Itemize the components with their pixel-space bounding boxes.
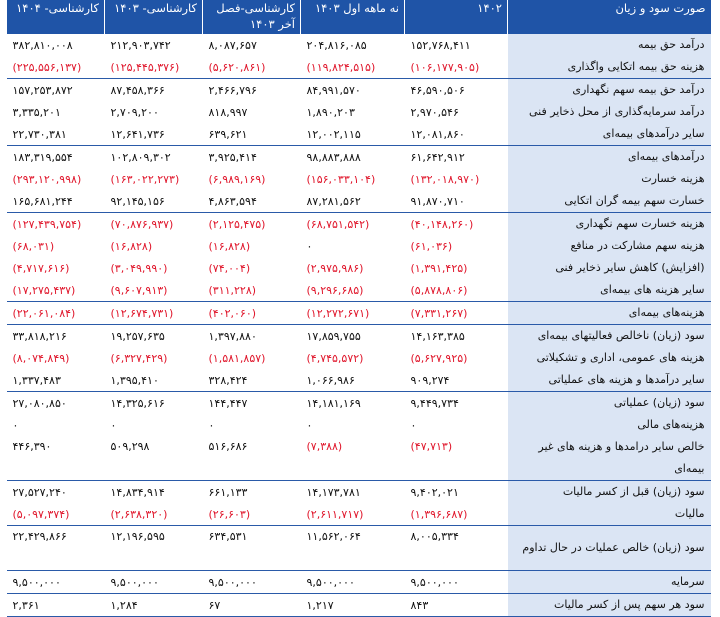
value-cell: ۱,۲۱۷ — [301, 594, 405, 617]
value-cell: (۷۴,۰۰۴) — [208, 261, 251, 275]
value-cell: ۹۸,۸۸۳,۸۸۸ — [301, 146, 405, 169]
table-row — [7, 56, 711, 79]
value-cell: ۸۱۸,۹۹۷ — [208, 105, 248, 119]
row-label: درآمد سرمایه‌گذاری از محل ذخایر فنی — [508, 101, 711, 123]
value-cell: (۶,۳۲۷,۴۲۹) — [110, 351, 168, 365]
value-cell: ۹۱,۸۷۰,۷۱۰ — [410, 194, 465, 208]
value-cell: ۱۴,۱۷۳,۷۸۱ — [301, 481, 405, 504]
table-row — [7, 257, 711, 279]
value-cell: (۲۲۵,۵۵۶,۱۳۷) — [12, 60, 82, 74]
row-label: هزینه خسارت سهم نگهداری — [508, 213, 711, 236]
value-cell: ۹,۴۰۲,۰۲۱ — [405, 481, 508, 504]
row-label: سود (زیان) ناخالص فعالیتهای بیمه‌ای — [508, 325, 711, 348]
row-label: سایر درآمدها و هزینه های عملیاتی — [508, 369, 711, 392]
value-cell: ۸۴,۹۹۱,۵۷۰ — [301, 79, 405, 102]
value-cell: ۸,۰۰۵,۳۳۴ — [405, 526, 508, 571]
header-forecast-1403: کارشناسی- ۱۴۰۳ — [105, 0, 203, 34]
row-label: درآمدهای بیمه‌ای — [508, 146, 711, 169]
row-label: سرمایه — [508, 571, 711, 594]
value-cell: ۲۲,۴۲۹,۸۶۶ — [7, 526, 105, 571]
value-cell: (۲,۱۲۵,۴۷۵) — [203, 213, 301, 236]
value-cell: ۹۲,۱۴۵,۱۵۶ — [110, 194, 165, 208]
value-cell: (۴۷,۷۱۳) — [410, 440, 453, 453]
value-cell: ۱۷,۸۵۹,۷۵۵ — [301, 325, 405, 348]
row-label: (افزایش) کاهش سایر ذخایر فنی — [508, 257, 711, 279]
table-row — [7, 101, 711, 123]
value-cell: ۲۷,۰۸۰,۸۵۰ — [7, 392, 105, 415]
value-cell: ۱۹,۲۵۷,۶۳۵ — [105, 325, 203, 348]
value-cell: ۸۷,۴۵۸,۳۶۶ — [105, 79, 203, 102]
value-cell: ۱,۲۸۴ — [105, 594, 203, 617]
value-cell: ۱۱,۵۶۲,۰۶۴ — [301, 526, 405, 571]
value-cell: (۷۰,۸۷۶,۹۳۷) — [105, 213, 203, 236]
value-cell: ۱,۸۹۰,۲۰۳ — [306, 105, 355, 119]
row-label: سایر هزینه های بیمه‌ای — [508, 279, 711, 302]
value-cell: (۲,۶۱۱,۷۱۷) — [306, 507, 364, 521]
table-row — [7, 168, 711, 190]
value-cell: ۹,۵۰۰,۰۰۰ — [7, 571, 105, 594]
value-cell: (۷,۳۳۱,۲۶۷) — [405, 302, 508, 325]
value-cell: ۱۶۵,۶۸۱,۲۴۴ — [12, 194, 73, 208]
value-cell: ۹,۵۰۰,۰۰۰ — [405, 571, 508, 594]
value-cell: ۱۰۲,۸۰۹,۳۰۲ — [105, 146, 203, 169]
value-cell: ۳,۹۲۵,۴۱۴ — [203, 146, 301, 169]
table-row — [7, 392, 711, 415]
row-label: مالیات — [508, 503, 711, 526]
table-row — [7, 503, 711, 526]
value-cell: ۳۸۲,۸۱۰,۰۰۸ — [12, 38, 73, 52]
value-cell: ۲۷,۵۲۷,۲۴۰ — [7, 481, 105, 504]
value-cell: ۱۲,۱۹۶,۵۹۵ — [105, 526, 203, 571]
value-cell: ۱۲,۰۰۲,۱۱۵ — [306, 127, 361, 141]
value-cell: (۵,۸۷۸,۸۰۶) — [410, 283, 468, 297]
value-cell: (۴۰,۱۴۸,۲۶۰) — [405, 213, 508, 236]
table-row — [7, 571, 711, 594]
value-cell: ۵۱۶,۶۸۶ — [208, 440, 248, 453]
value-cell: (۶۸,۷۵۱,۵۴۲) — [301, 213, 405, 236]
value-cell: ۱۴,۱۸۱,۱۶۹ — [301, 392, 405, 415]
table-row — [7, 594, 711, 617]
row-label: سود (زیان) قبل از کسر مالیات — [508, 481, 711, 504]
value-cell: (۴۰۲,۰۶۰) — [203, 302, 301, 325]
table-row — [7, 481, 711, 504]
value-cell: ۰ — [110, 418, 117, 432]
value-cell: ۹,۵۰۰,۰۰۰ — [301, 571, 405, 594]
value-cell: ۱۲,۰۸۱,۸۶۰ — [410, 127, 465, 141]
value-cell: ۱۸۳,۳۱۹,۵۵۴ — [7, 146, 105, 169]
value-cell: ۱,۳۹۷,۸۸۰ — [203, 325, 301, 348]
value-cell: ۴۶,۵۹۰,۵۰۶ — [405, 79, 508, 102]
value-cell: (۱۷,۲۷۵,۴۳۷) — [12, 283, 76, 297]
value-cell: (۱۶,۸۲۸) — [208, 239, 251, 253]
value-cell: (۱۳۲,۰۱۸,۹۷۰) — [410, 172, 480, 186]
value-cell: ۰ — [12, 418, 19, 432]
value-cell: ۲,۹۷۰,۵۴۶ — [410, 105, 459, 119]
row-label: سود (زیان) خالص عملیات در حال تداوم — [508, 526, 711, 571]
table-row — [7, 279, 711, 302]
value-cell: ۲۱۲,۹۰۳,۷۴۲ — [110, 38, 171, 52]
row-label: هزینه‌های مالی — [508, 414, 711, 436]
value-cell: (۵,۶۲۰,۸۶۱) — [208, 60, 266, 74]
value-cell: (۱۲۷,۴۳۹,۷۵۴) — [7, 213, 105, 236]
value-cell: ۲,۷۰۹,۲۰۰ — [110, 105, 159, 119]
value-cell: (۱,۳۹۱,۴۲۵) — [410, 261, 468, 275]
value-cell: ۰ — [306, 239, 313, 253]
header-1402: ۱۴۰۲ — [405, 0, 508, 34]
table-row — [7, 123, 711, 146]
value-cell: ۹,۴۴۹,۷۳۴ — [405, 392, 508, 415]
row-label: هزینه خسارت — [508, 168, 711, 190]
table-row — [7, 347, 711, 369]
header-nine-months-1403: نه ماهه اول ۱۴۰۳ — [301, 0, 405, 34]
value-cell: (۲,۹۷۵,۹۸۶) — [306, 261, 364, 275]
value-cell: ۱۵۷,۲۵۳,۸۷۲ — [7, 79, 105, 102]
value-cell: (۵,۰۹۷,۳۷۴) — [12, 507, 70, 521]
value-cell: ۶۷ — [203, 594, 301, 617]
value-cell: ۱۴,۸۳۴,۹۱۴ — [105, 481, 203, 504]
value-cell: (۱۰۶,۱۷۷,۹۰۵) — [410, 60, 480, 74]
value-cell: (۳۱۱,۲۲۸) — [208, 283, 257, 297]
row-label: هزینه حق بیمه اتکایی واگذاری — [508, 56, 711, 79]
value-cell: (۲۶,۶۰۳) — [208, 507, 251, 521]
value-cell: (۸,۰۷۴,۸۴۹) — [12, 351, 70, 365]
value-cell: ۹,۵۰۰,۰۰۰ — [203, 571, 301, 594]
value-cell: ۶۳۹,۶۲۱ — [208, 127, 248, 141]
value-cell: (۳,۰۴۹,۹۹۰) — [110, 261, 168, 275]
table-row — [7, 436, 711, 481]
value-cell: ۴,۸۶۳,۵۹۴ — [208, 194, 257, 208]
table-row — [7, 146, 711, 169]
value-cell: ۳۳,۸۱۸,۲۱۶ — [7, 325, 105, 348]
row-label: سود (زیان) عملیاتی — [508, 392, 711, 415]
value-cell: ۳,۳۳۵,۲۰۱ — [12, 105, 61, 119]
value-cell: ۲۲,۷۳۰,۳۸۱ — [12, 127, 67, 141]
value-cell: ۳۲۸,۴۲۴ — [208, 373, 248, 387]
value-cell: ۸۴۳ — [405, 594, 508, 617]
value-cell: ۲۰۴,۸۱۶,۰۸۵ — [306, 38, 367, 52]
value-cell: ۱,۰۶۶,۹۸۶ — [306, 373, 355, 387]
value-cell: (۶,۹۸۹,۱۶۹) — [208, 172, 266, 186]
value-cell: (۱۶,۸۲۸) — [110, 239, 153, 253]
value-cell: ۵۰۹,۲۹۸ — [110, 440, 150, 453]
value-cell: ۱,۳۹۵,۴۱۰ — [110, 373, 159, 387]
value-cell: ۸,۰۸۷,۶۵۷ — [208, 38, 257, 52]
value-cell: ۱,۳۳۷,۴۸۳ — [12, 373, 61, 387]
value-cell: (۲۲,۰۶۱,۰۸۴) — [7, 302, 105, 325]
value-cell: ۱۴۴,۴۴۷ — [203, 392, 301, 415]
value-cell: ۶۶۱,۱۳۳ — [203, 481, 301, 504]
table-row — [7, 369, 711, 392]
value-cell: (۷,۳۸۸) — [306, 440, 343, 453]
value-cell: ۸۷,۲۸۱,۵۶۲ — [306, 194, 361, 208]
value-cell: ۱۲,۶۴۱,۷۳۶ — [110, 127, 165, 141]
table-row — [7, 190, 711, 213]
value-cell: (۱,۵۸۱,۸۵۷) — [208, 351, 266, 365]
value-cell: (۱۱۹,۸۲۴,۵۱۵) — [306, 60, 376, 74]
value-cell: (۱۲,۶۷۴,۷۳۱) — [105, 302, 203, 325]
value-cell: ۱۴,۱۶۳,۳۸۵ — [405, 325, 508, 348]
value-cell: ۶۱,۶۴۲,۹۱۲ — [405, 146, 508, 169]
value-cell: ۰ — [306, 418, 313, 432]
value-cell: ۶۳۴,۵۳۱ — [203, 526, 301, 571]
table-row — [7, 79, 711, 102]
header-statement-title: صورت سود و زیان — [508, 0, 711, 34]
value-cell: ۴۴۶,۳۹۰ — [12, 440, 52, 453]
row-label: درآمد حق بیمه سهم نگهداری — [508, 79, 711, 102]
header-forecast-1404: کارشناسی- ۱۴۰۴ — [7, 0, 105, 34]
value-cell: (۴,۷۴۵,۵۷۲) — [306, 351, 364, 365]
value-cell: ۰ — [410, 418, 417, 432]
row-label: سایر درآمدهای بیمه‌ای — [508, 123, 711, 146]
row-label: درآمد حق بیمه — [508, 34, 711, 56]
value-cell: ۲,۴۶۶,۷۹۶ — [203, 79, 301, 102]
value-cell: (۹,۲۹۶,۶۸۵) — [306, 283, 364, 297]
table-row — [7, 325, 711, 348]
row-label: سود هر سهم پس از کسر مالیات — [508, 594, 711, 617]
value-cell: (۶۱,۰۳۶) — [410, 239, 453, 253]
row-label: خالص سایر درامدها و هزینه های غیر بیمه‌ای — [508, 436, 711, 481]
value-cell: (۲,۶۳۸,۳۲۰) — [110, 507, 168, 521]
row-label: خسارت سهم بیمه گران اتکایی — [508, 190, 711, 213]
income-statement-table — [6, 0, 711, 617]
value-cell: (۱۶۳,۰۲۲,۲۷۳) — [110, 172, 180, 186]
row-label: هزینه‌های بیمه‌ای — [508, 302, 711, 325]
value-cell: (۴,۷۱۷,۶۱۶) — [12, 261, 70, 275]
table-row — [7, 213, 711, 236]
value-cell: (۹,۶۰۷,۹۱۳) — [110, 283, 168, 297]
value-cell: (۱,۳۹۶,۶۸۷) — [410, 507, 468, 521]
table-row — [7, 302, 711, 325]
table-row — [7, 526, 711, 571]
table-body — [7, 34, 711, 617]
value-cell: ۲,۳۶۱ — [7, 594, 105, 617]
value-cell: (۱۵۶,۰۳۳,۱۰۴) — [306, 172, 376, 186]
header-row — [7, 0, 711, 34]
value-cell: ۱۴,۳۲۵,۶۱۶ — [105, 392, 203, 415]
value-cell: ۱۵۲,۷۶۸,۴۱۱ — [410, 38, 471, 52]
value-cell: (۱۲۵,۴۴۵,۳۷۶) — [110, 60, 180, 74]
table-row — [7, 34, 711, 56]
table-row — [7, 235, 711, 257]
value-cell: (۱۲,۲۷۲,۶۷۱) — [301, 302, 405, 325]
value-cell: ۹۰۹,۲۷۴ — [410, 373, 450, 387]
value-cell: (۲۹۳,۱۲۰,۹۹۸) — [12, 172, 82, 186]
value-cell: ۹,۵۰۰,۰۰۰ — [105, 571, 203, 594]
table-row — [7, 414, 711, 436]
value-cell: (۶۸,۰۳۱) — [12, 239, 55, 253]
row-label: هزینه های عمومی، اداری و تشکیلاتی — [508, 347, 711, 369]
value-cell: ۰ — [208, 418, 215, 432]
header-last-quarter-1403: کارشناسی-فصل آخر ۱۴۰۳ — [203, 0, 301, 34]
row-label: هزینه سهم مشارکت در منافع — [508, 235, 711, 257]
value-cell: (۵,۶۲۷,۹۲۵) — [410, 351, 468, 365]
